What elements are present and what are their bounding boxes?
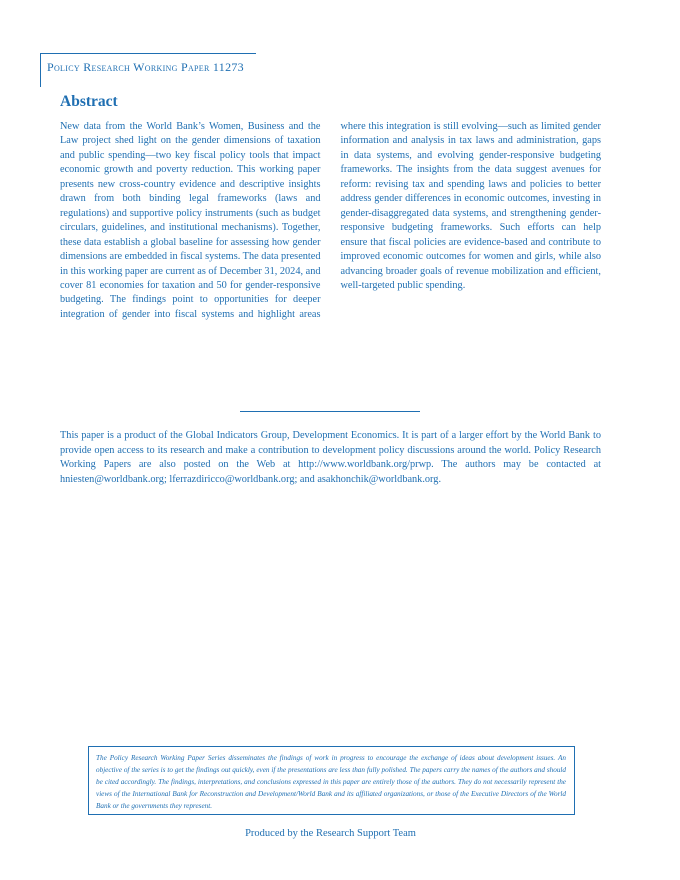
footer-credit: Produced by the Research Support Team [245,828,416,839]
abstract-body: New data from the World Bank’s Women, Business and the Law project shed light on the gender dimensions of taxation and public spending—two key fiscal policy tools that impact economic growth and poverty reduction. This working paper presents new cross-country evidence and descriptive insights drawn from both binding legal frameworks (laws and regulations) and supportive policy instruments (such as budget circulars, guidelines, and institutional mechanisms). Together, these data establish a global baseline for assessing how gender dimensions are embedded in fiscal systems. The data presented in this working paper are current as of December 31, 2024, and cover 81 economies for taxation and 50 for gender-responsive budgeting. The findings point to opportunities for deeper integration of gender into fiscal systems and highlight areas where this integration is still evolving—such as limited gender information and analysis in tax laws and administration, gaps in data systems, and evolving gender-responsive budgeting frameworks. The insights from the data suggest avenues for reform: revising tax and spending laws and policies to better address gender differences in economic outcomes, investing in gender-disaggregated data systems, and strengthening gender-responsive budgeting frameworks. Such efforts can help ensure that fiscal policies are evidence-based and contribute to improved economic outcomes for women and girls, while also advancing broader goals of revenue mobilization and efficient, well-targeted public spending. [60,121,601,320]
series-label: Policy Research Working Paper 11273 [47,60,244,74]
series-header-frame [40,53,256,87]
disclaimer-text: The Policy Research Working Paper Series disseminates the findings of work in progress to encourage the exchange of ideas about development issues. An objective of the series is to get the findings out quickly, even if the presentations are less than fully polished. The papers carry the names of the authors and should be cited accordingly. The findings, interpretations, and conclusions expressed in this paper are entirely those of the authors. They do not necessarily represent the views of the International Bank for Reconstruction and Development/World Bank and its affiliated organizations, or those of the Executive Directors of the World Bank or the governments they represent. [96,754,566,811]
section-divider [240,411,420,412]
disclaimer-box [88,746,575,815]
abstract-heading: Abstract [60,93,118,110]
paper-note: This paper is a product of the Global Indicators Group, Development Economics. It is part of a larger effort by the World Bank to provide open access to its research and make a contribution to development policy discussions around the world. Policy Research Working Papers are also posted on the Web at http://www.worldbank.org/prwp. The authors may be contacted at hniesten@worldbank.org; lferrazdiricco@worldbank.org; and asakhonchik@worldbank.org. [60,430,601,485]
